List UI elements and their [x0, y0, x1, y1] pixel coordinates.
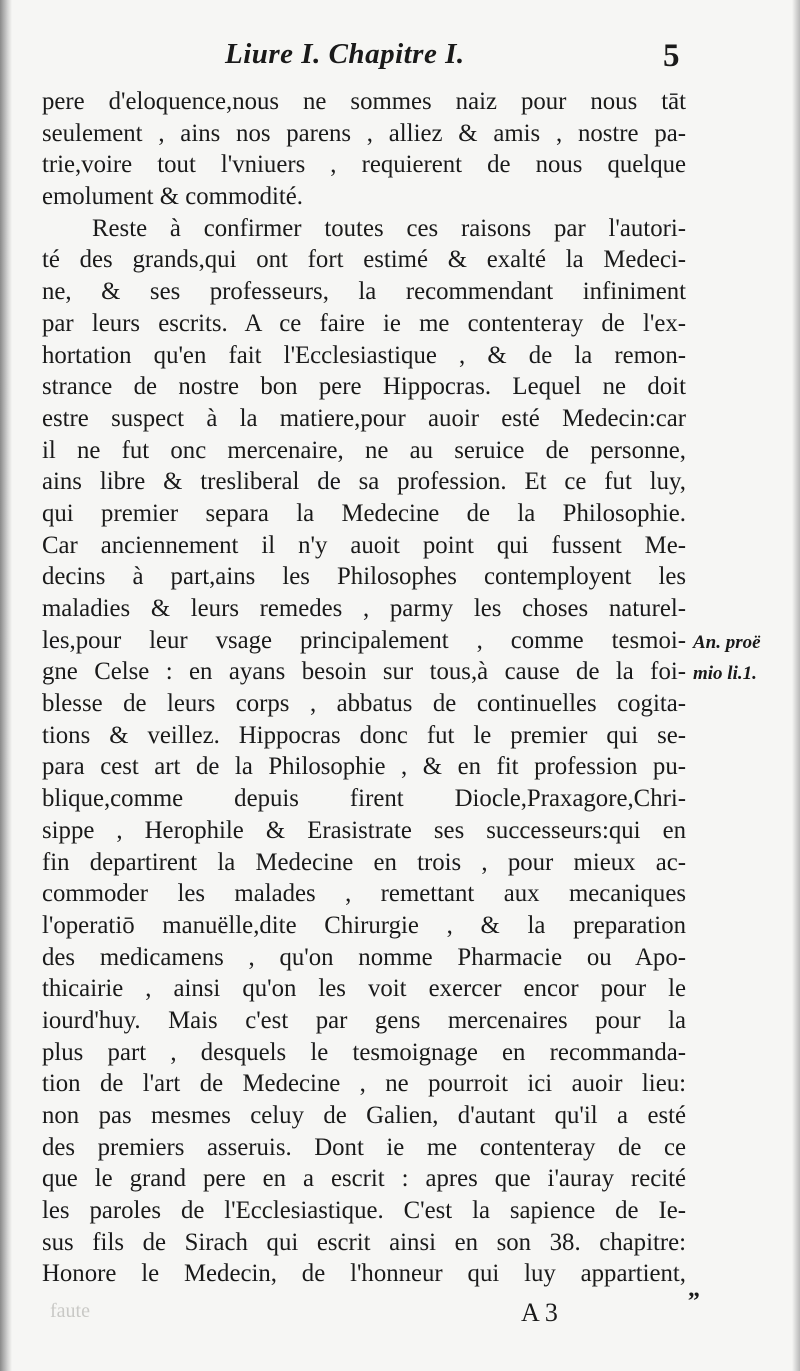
text-line: il ne fut onc mercenaire, ne au seruice de personne, [42, 436, 686, 464]
main-text-block [42, 86, 686, 1290]
text-line: fin departirent la Medecine en trois , pour mieux ac- [42, 848, 686, 876]
text-line: té des grands,qui ont fort estimé & exalté la Medeci- [42, 246, 686, 274]
text-line: que le grand pere en a escrit : apres que i'auray recité [42, 1165, 686, 1193]
text-line: par leurs escrits. A ce faire ie me contenteray de l'ex- [42, 309, 686, 337]
text-line: sippe , Herophile & Erasistrate ses successeurs:qui en [42, 816, 686, 844]
text-line: trie,voire tout l'vniuers , requierent de nous quelque [42, 151, 686, 179]
text-line: seulement , ains nos parens , alliez & amis , nostre pa- [42, 119, 686, 147]
text-line: thicairie , ainsi qu'on les voit exercer encor pour le [42, 975, 686, 1003]
text-line: qui premier separa la Medecine de la Philosophie. [42, 499, 686, 527]
text-line: strance de nostre bon pere Hippocras. Lequel ne doit [42, 373, 686, 401]
show-through-ink: faute [50, 1300, 90, 1322]
text-line: blesse de leurs corps , abbatus de continuelles cogita- [42, 690, 686, 718]
text-line: Car anciennement il n'y auoit point qui fussent Me- [42, 531, 686, 559]
text-line: les,pour leur vsage principalement , comme tesmoi- [42, 626, 686, 654]
text-line: Honore le Medecin, de l'honneur qui luy appartient, [42, 1260, 686, 1288]
text-line: tions & veillez. Hippocras donc fut le premier qui se- [42, 721, 686, 749]
text-line: para cest art de la Philosophie , & en fit profession pu- [42, 753, 686, 781]
text-line: decins à part,ains les Philosophes contemployent les [42, 563, 686, 591]
marginal-note [693, 627, 761, 689]
text-line: estre suspect à la matiere,pour auoir esté Medecin:car [42, 404, 686, 432]
text-line: des premiers asseruis. Dont ie me contenteray de ce [42, 1133, 686, 1161]
text-line: commoder les malades , remettant aux mecaniques [42, 880, 686, 908]
text-line: plus part , desquels le tesmoignage en recommanda- [42, 1038, 686, 1066]
marginal-note-line: mio li.1. [693, 663, 757, 684]
text-line: pere d'eloquence,nous ne sommes naiz pour nous tāt [42, 88, 686, 115]
paragraph-first-line: Reste à confirmer toutes ces raisons par l'autori- [92, 214, 686, 242]
text-line: maladies & leurs remedes , parmy les choses naturel- [42, 595, 686, 622]
text-line: emolument & commodité. [42, 183, 304, 211]
marginal-note-line: An. proë [693, 632, 761, 653]
text-line: les paroles de l'Ecclesiastique. C'est la sapience de Ie- [42, 1197, 686, 1225]
text-line: iourd'huy. Mais c'est par gens mercenaires pour la [42, 1006, 686, 1034]
page-header [0, 38, 800, 82]
text-line: gne Celse : en ayans besoin sur tous,à cause de la foi- [42, 658, 686, 686]
signature-mark: A 3 [521, 1298, 558, 1327]
page-number: 5 [663, 38, 680, 74]
text-line: sus fils de Sirach qui escrit ainsi en son 38. chapitre: [42, 1228, 686, 1256]
text-line: ains libre & tresliberal de sa profession. Et ce fut luy, [42, 468, 686, 496]
text-line: non pas mesmes celuy de Galien, d'autant qu'il a esté [42, 1102, 686, 1129]
running-head: Liure I. Chapitre I. [225, 38, 465, 70]
text-line: blique,comme depuis firent Diocle,Praxagore,Chri- [42, 785, 686, 813]
page-left-edge [0, 0, 12, 1371]
text-line: hortation qu'en fait l'Ecclesiastique , & de la remon- [42, 341, 686, 369]
text-line: ne, & ses professeurs, la recommendant infiniment [42, 278, 686, 306]
text-line: des medicamens , qu'on nomme Pharmacie ou Apo- [42, 943, 686, 971]
catchword-mark: „ [688, 1276, 700, 1302]
page-right-edge [792, 0, 800, 1371]
text-line: tion de l'art de Medecine , ne pourroit ici auoir lieu: [42, 1070, 686, 1098]
text-line: l'operatiō manuëlle,dite Chirurgie , & la preparation [42, 911, 686, 939]
